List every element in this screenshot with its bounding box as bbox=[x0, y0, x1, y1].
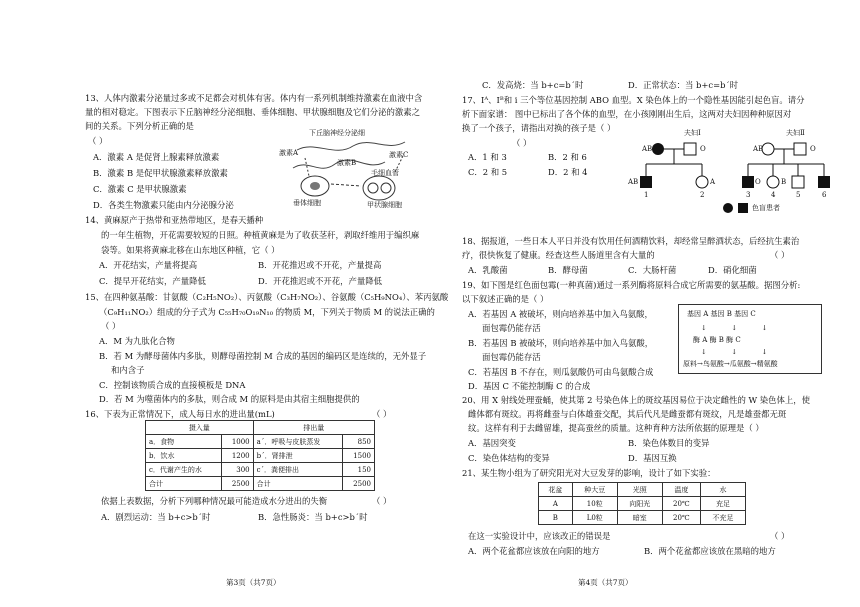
table-cell: A bbox=[539, 497, 573, 511]
table-head-output: 排出量 bbox=[253, 421, 374, 435]
q15-paren: （ ） bbox=[101, 321, 121, 331]
soybean-experiment-table bbox=[538, 482, 746, 525]
q16-option-a: A．剧烈运动：当 b+c>b´时 bbox=[101, 512, 211, 522]
left-page-footer: 第3页（共7页） bbox=[226, 578, 281, 587]
q13-paren: （ ） bbox=[88, 136, 108, 146]
table-head-intake: 摄入量 bbox=[146, 421, 254, 435]
table-cell: c´．粪便排出 bbox=[253, 463, 343, 477]
q14-line2: 的一年生植物，开花需要较短的日照。种植黄麻是为了收获茎秆，剥取纤维用于编织麻 bbox=[101, 230, 420, 240]
pedigree-child-2 bbox=[696, 176, 708, 188]
table-cell: 1000 bbox=[222, 435, 254, 449]
table-row bbox=[146, 463, 375, 477]
q17-option-d: D．2 和 4 bbox=[548, 167, 588, 177]
table-cell: 合计 bbox=[146, 477, 222, 491]
q17-option-c: C．2 和 5 bbox=[468, 167, 508, 177]
pedigree-figure bbox=[628, 124, 846, 216]
table-cell: b´．肾排泄 bbox=[253, 449, 343, 463]
q13-option-a: A．激素 A 是促肾上腺素释放激素 bbox=[93, 152, 220, 162]
q15-option-b-line1: B．若 M 为酵母菌体内多肽，则酵母菌控制 M 合成的基因的编码区是连续的，无外显子 bbox=[99, 351, 427, 361]
table-cell: 20℃ bbox=[662, 511, 700, 525]
table-head: 花盆 bbox=[539, 483, 573, 497]
q19-line2: 以下叙述正确的是（ ） bbox=[462, 294, 549, 304]
q21-option-a: A．两个花盆都应该放在向阳的地方 bbox=[468, 546, 600, 556]
pedigree-num-6: 6 bbox=[822, 191, 827, 199]
q19-option-b-line1: B．若基因 B 被破坏，则向培养基中加入鸟氨酸， bbox=[468, 338, 654, 348]
pedigree-type-p3: AB bbox=[753, 145, 764, 153]
q19-option-c: C．若基因 B 不存在，则瓜氨酸仍可由鸟氨酸合成 bbox=[468, 367, 654, 377]
q17-option-b: B．2 和 6 bbox=[548, 152, 587, 162]
table-cell: 不充足 bbox=[700, 511, 745, 525]
q15-option-b-line2: 和内含子 bbox=[111, 365, 145, 375]
pathway-chain: 原料→鸟氨酸→瓜氨酸→精氨酸 bbox=[683, 360, 778, 368]
q20-line3: 纹。这样有利于去雌留雄，提高蚕丝的质量。这种育种方法所依据的原理是（ ） bbox=[468, 423, 764, 433]
q13-line1: 13、人体内激素分泌量过多或不足都会对机体有害。体内有一系列机制维持激素在血液中含 bbox=[85, 93, 423, 103]
table-cell: 150 bbox=[343, 463, 375, 477]
table-cell: 1500 bbox=[343, 449, 375, 463]
q14-line1: 14、黄麻原产于热带和亚热带地区，是春天播种 bbox=[85, 215, 264, 225]
q17-line2: 析下面家谱： 图中已标出了各个体的血型，在小孩刚刚出生后，这两对夫妇因种种原因对 bbox=[462, 109, 792, 119]
q13-option-d: D．各类生物激素只能由内分泌腺分泌 bbox=[93, 200, 234, 210]
table-cell: 300 bbox=[222, 463, 254, 477]
table-cell: 向阳光 bbox=[617, 497, 662, 511]
pathway-arrows-1: ↓ ↓ ↓ bbox=[701, 324, 768, 332]
pedigree-num-4: 4 bbox=[771, 191, 776, 199]
pathway-genes: 基因 A 基因 B 基因 C bbox=[687, 310, 756, 318]
fig-label-neuro: 下丘脑神经分泌细 bbox=[309, 129, 365, 137]
table-head: 温度 bbox=[662, 483, 700, 497]
q16-option-d: D．正常状态：当 b+c=b´时 bbox=[628, 80, 739, 90]
q19-option-b-line2: 面包霉仍能存活 bbox=[482, 352, 541, 362]
table-cell: 20℃ bbox=[662, 497, 700, 511]
pedigree-male bbox=[794, 143, 806, 155]
q15-option-c: C．控制该物质合成的直接模板是 DNA bbox=[99, 380, 246, 390]
fig-label-capillary: 毛细血管 bbox=[371, 169, 399, 177]
q13-line3: 间的关系。下列分析正确的是 bbox=[85, 121, 194, 131]
q17-paren: （ ） bbox=[512, 138, 532, 148]
pedigree-num-5: 5 bbox=[796, 191, 801, 199]
q16-paren2: （ ） bbox=[372, 496, 392, 506]
q20-option-b: B．染色体数目的变异 bbox=[628, 438, 710, 448]
table-cell: a．食物 bbox=[146, 435, 222, 449]
pedigree-couple-1: 夫妇Ⅰ bbox=[684, 129, 701, 137]
q18-line2: 疗，很快恢复了健康。经查这些人肠道里含有大量的 bbox=[462, 250, 655, 260]
q15-line1: 15、在四种氨基酸：甘氨酸（C₂H₅NO₂）、丙氨酸（C₃H₇NO₂）、谷氨酸（C₅H₉NO₄）、苯丙氨酸 bbox=[85, 292, 449, 302]
pedigree-num-2: 2 bbox=[700, 191, 705, 199]
q13-option-c: C．激素 C 是甲状腺激素 bbox=[93, 184, 187, 194]
pedigree-child-6 bbox=[818, 176, 830, 188]
q16-paren: （ ） bbox=[372, 409, 392, 419]
pedigree-svg bbox=[628, 124, 846, 216]
q20-line2: 雌体都有斑纹。再将雌蚕与白体雄蚕交配，其后代凡是雌蚕都有斑纹，凡是雄蚕都无斑 bbox=[468, 409, 787, 419]
q18-paren: （ ） bbox=[770, 250, 790, 260]
table-cell: 2500 bbox=[222, 477, 254, 491]
q13-line2: 量的相对稳定。下图表示下丘脑神经分泌细胞、垂体细胞、甲状腺细胞及它们分泌的激素之 bbox=[85, 107, 420, 117]
table-cell: 850 bbox=[343, 435, 375, 449]
fig-label-hormone-a: 激素A bbox=[279, 149, 299, 157]
pedigree-child-3 bbox=[742, 176, 754, 188]
table-cell: 合计 bbox=[253, 477, 343, 491]
q18-option-c: C．大肠杆菌 bbox=[628, 265, 677, 275]
table-row bbox=[539, 511, 746, 525]
table-cell: b．饮水 bbox=[146, 449, 222, 463]
q18-option-a: A．乳酸菌 bbox=[468, 265, 508, 275]
pedigree-legend: 色盲患者 bbox=[752, 204, 780, 212]
pedigree-type-c2: A bbox=[710, 178, 716, 186]
table-cell: B bbox=[539, 511, 573, 525]
q14-option-a: A．开花结实，产量将提高 bbox=[99, 260, 198, 270]
q13-option-b: B．激素 B 是促甲状腺激素释放激素 bbox=[93, 168, 228, 178]
q20-option-c: C．染色体结构的变异 bbox=[468, 453, 550, 463]
pedigree-female-affected bbox=[652, 143, 664, 155]
q19-line1: 19、如下图是红色面包霉(一种真菌)通过一系列酶将原料合成它所需要的氨基酸。据图分析: bbox=[462, 280, 801, 290]
pedigree-child-5 bbox=[792, 176, 804, 188]
q15-option-d: D．若 M 为噬菌体内的多肽，则合成 M 的原料是由其宿主细胞提供的 bbox=[99, 394, 360, 404]
pedigree-num-3: 3 bbox=[746, 191, 751, 199]
table-cell: 1200 bbox=[222, 449, 254, 463]
q19-option-a-line1: A．若基因 A 被破坏，则向培养基中加入鸟氨酸， bbox=[468, 309, 653, 319]
pedigree-type-p4: O bbox=[810, 145, 816, 153]
pathway-arrows-2: ↓ ↓ ↓ bbox=[701, 348, 768, 356]
pedigree-type-c3: O bbox=[755, 178, 761, 186]
pedigree-child-1 bbox=[640, 176, 652, 188]
q20-option-a: A．基因突变 bbox=[468, 438, 516, 448]
fig-label-pituitary: 垂体细胞 bbox=[293, 199, 321, 207]
table-cell: a´．呼吸与皮肤蒸发 bbox=[253, 435, 343, 449]
q16-option-c: C．发高烧：当 b+c=b´时 bbox=[482, 80, 584, 90]
q15-option-a: A．M 为九肽化合物 bbox=[99, 336, 175, 346]
q21-paren: （ ） bbox=[770, 531, 790, 541]
table-head: 水 bbox=[700, 483, 745, 497]
q20-option-d: D．基因互换 bbox=[628, 453, 677, 463]
table-cell: 暗室 bbox=[617, 511, 662, 525]
q14-line3: 袋等。如果将黄麻北移在山东地区种植，它（ ） bbox=[101, 245, 280, 255]
q20-line1: 20、用 X 射线处理蚕蛹，使其第 2 号染色体上的斑纹基因易位于决定雌性的 W 染色体上，使 bbox=[462, 395, 811, 405]
table-head: 种大豆 bbox=[572, 483, 617, 497]
q19-option-a-line2: 面包霉仍能存活 bbox=[482, 323, 541, 333]
table-row bbox=[539, 497, 746, 511]
q21-option-b: B．两个花盆都应该放在黑暗的地方 bbox=[644, 546, 776, 556]
fig-label-hormone-b: 激素B bbox=[337, 159, 357, 167]
right-page-footer: 第4页（共7页） bbox=[578, 578, 633, 587]
q16-line1: 16、下表为正常情况下，成人每日水的进出量(mL) bbox=[85, 409, 275, 419]
enzyme-pathway-box bbox=[678, 304, 822, 374]
table-row bbox=[146, 449, 375, 463]
pedigree-type-c1: AB bbox=[628, 178, 639, 186]
q14-option-d: D．开花推迟或不开花，产量降低 bbox=[258, 276, 382, 286]
table-cell: 2500 bbox=[343, 477, 375, 491]
q17-option-a: A．1 和 3 bbox=[468, 152, 507, 162]
q21-line1: 21、某生物小组为了研究阳光对大豆发芽的影响，设计了如下实验： bbox=[462, 468, 716, 478]
q17-line1: 17、Iᴬ、Iᴮ和 i 三个等位基因控制 ABO 血型。X 染色体上的一个隐性基因能引起色盲。请分 bbox=[462, 95, 805, 105]
fig-label-hormone-c: 激素C bbox=[389, 151, 409, 159]
hormone-figure bbox=[275, 128, 415, 210]
table-cell: 10粒 bbox=[572, 497, 617, 511]
q18-option-d: D．硝化细菌 bbox=[708, 265, 757, 275]
q16-option-b: B．急性肠炎：当 b+c>b´时 bbox=[258, 512, 368, 522]
table-head: 光照 bbox=[617, 483, 662, 497]
q14-option-b: B．开花推迟或不开花，产量提高 bbox=[258, 260, 382, 270]
right-page bbox=[430, 0, 860, 607]
q18-option-b: B．酵母菌 bbox=[548, 265, 588, 275]
q17-line3: 换了一个孩子，请指出对换的孩子是（ ） bbox=[462, 123, 616, 133]
pedigree-num-1: 1 bbox=[644, 191, 649, 199]
pedigree-type-p1: AB bbox=[642, 145, 653, 153]
pedigree-male bbox=[684, 143, 696, 155]
fig-label-thyroid: 甲状腺细胞 bbox=[367, 201, 402, 209]
pedigree-type-c4: B bbox=[781, 178, 787, 186]
q21-line2: 在这一实验设计中，应该改正的错误是 bbox=[468, 531, 611, 541]
q18-line1: 18、据报道，一些日本人平日并没有饮用任何酒精饮料，却经常呈醉酒状态，后经抗生素治 bbox=[462, 236, 800, 246]
table-row bbox=[146, 435, 375, 449]
pedigree-child-4 bbox=[767, 176, 779, 188]
table-cell: 充足 bbox=[700, 497, 745, 511]
table-cell: L0粒 bbox=[572, 511, 617, 525]
q16-line2: 依据上表数据，分析下列哪种情况最可能造成水分进出的失衡 bbox=[101, 496, 328, 506]
q15-line2: （C₉H₁₁NO₂）组成的分子式为 C₅₅H₇₀O₁₉N₁₀ 的物质 M，下列关于物质 M 的说法正确的 bbox=[99, 307, 435, 317]
pedigree-couple-2: 夫妇Ⅱ bbox=[786, 129, 805, 137]
water-balance-table bbox=[145, 420, 375, 491]
pedigree-female bbox=[762, 143, 774, 155]
table-cell: c．代谢产生的水 bbox=[146, 463, 222, 477]
q14-option-c: C．提早开花结实，产量降低 bbox=[99, 276, 206, 286]
table-row bbox=[146, 477, 375, 491]
pathway-enzymes: 酶 A 酶 B 酶 C bbox=[693, 336, 741, 344]
q19-option-d: D．基因 C 不能控制酶 C 的合成 bbox=[468, 381, 591, 391]
pedigree-type-p2: O bbox=[700, 145, 706, 153]
